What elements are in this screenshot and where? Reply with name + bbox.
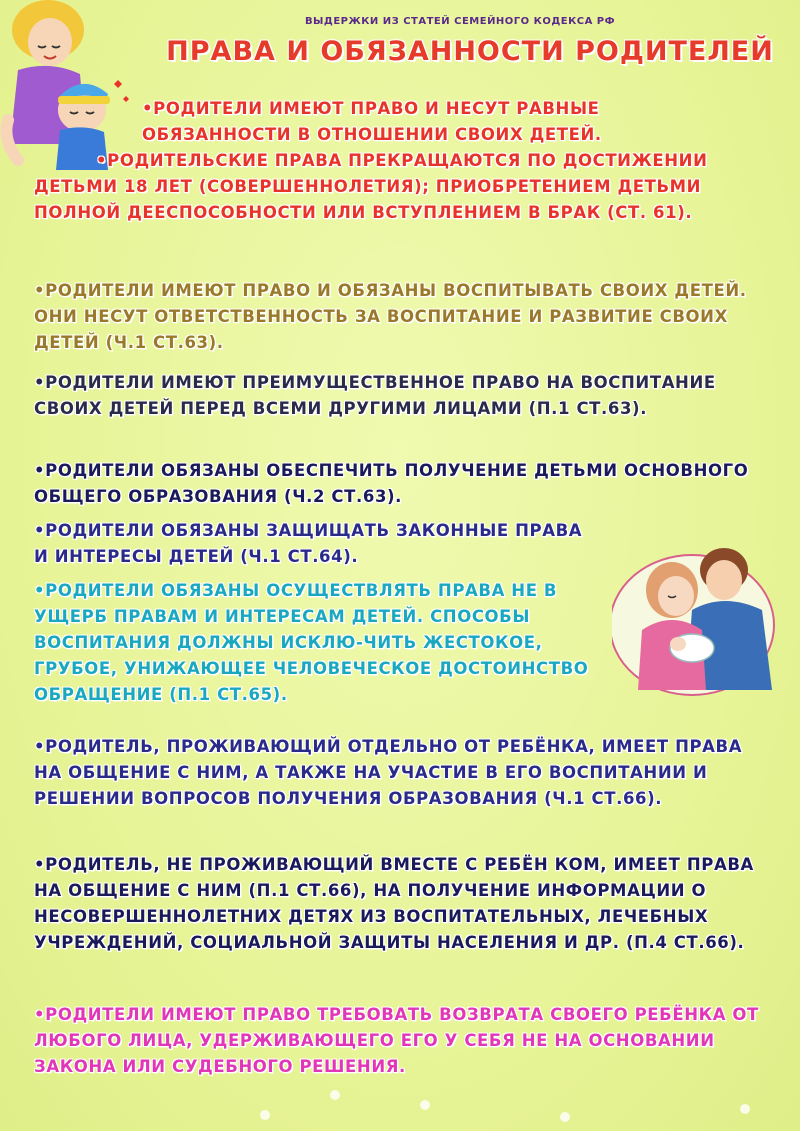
list-item: •РОДИТЕЛИ ОБЯЗАНЫ ЗАЩИЩАТЬ ЗАКОННЫЕ ПРАВА И ИНТЕРЕСЫ ДЕТЕЙ (Ч.1 СТ.64). <box>34 521 583 566</box>
mother-and-son-icon <box>0 0 140 170</box>
flower-decoration <box>330 1090 340 1100</box>
subtitle: ВЫДЕРЖКИ ИЗ СТАТЕЙ СЕМЕЙНОГО КОДЕКСА РФ <box>304 16 616 27</box>
page-title: ПРАВА И ОБЯЗАННОСТИ РОДИТЕЛЕЙ <box>166 36 774 67</box>
list-item: •РОДИТЕЛИ ОБЯЗАНЫ ОБЕСПЕЧИТЬ ПОЛУЧЕНИЕ ДЕТЬМИ ОСНОВНОГО ОБЩЕГО ОБРАЗОВАНИЯ (Ч.2 СТ.63). <box>34 461 749 506</box>
list-item: •РОДИТЕЛИ ИМЕЮТ ПРАВО И ОБЯЗАНЫ ВОСПИТЫВАТЬ СВОИХ ДЕТЕЙ. ОНИ НЕСУТ ОТВЕТСТВЕННОСТЬ ЗА ВОСПИТАНИЕ И РАЗВИТИЕ СВОИХ ДЕТЕЙ (Ч.1 СТ.63). <box>34 281 747 352</box>
list-item: •РОДИТЕЛИ ИМЕЮТ ПРАВО И НЕСУТ РАВНЫЕ ОБЯЗАННОСТИ В ОТНОШЕНИИ СВОИХ ДЕТЕЙ. <box>142 99 602 144</box>
list-item: •РОДИТЕЛЬ, НЕ ПРОЖИВАЮЩИЙ ВМЕСТЕ С РЕБЁН КОМ, ИМЕЕТ ПРАВА НА ОБЩЕНИЕ С НИМ (П.1 СТ.66), НА ПОЛУЧЕНИЕ ИНФОРМАЦИИ О НЕСОВЕРШЕННОЛЕТНИХ ДЕТЯХ ИЗ ВОСПИТАТЕЛЬНЫХ, ЛЕЧЕБНЫХ УЧРЕЖДЕНИЙ, СОЦИАЛЬНОЙ ЗАЩИТЫ НАСЕЛЕНИЯ И ДР. (П.4 СТ.66). <box>34 855 754 952</box>
list-item: •РОДИТЕЛЬ, ПРОЖИВАЮЩИЙ ОТДЕЛЬНО ОТ РЕБЁНКА, ИМЕЕТ ПРАВА НА ОБЩЕНИЕ С НИМ, А ТАКЖЕ НА УЧАСТИЕ В ЕГО ВОСПИТАНИИ И РЕШЕНИИ ВОПРОСОВ ПОЛУЧЕНИЯ ОБРАЗОВАНИЯ (Ч.1 СТ.66). <box>34 737 743 808</box>
flower-decoration <box>420 1100 430 1110</box>
flower-decoration <box>740 1104 750 1114</box>
list-item: •РОДИТЕЛЬСКИЕ ПРАВА ПРЕКРАЩАЮТСЯ ПО ДОСТИЖЕНИИ ДЕТЬМИ 18 ЛЕТ (СОВЕРШЕННОЛЕТИЯ); ПРИОБРЕТЕНИЕМ ДЕТЬМИ ПОЛНОЙ ДЕЕСПОСОБНОСТИ ИЛИ ВСТУПЛЕНИЕМ В БРАК (СТ. 61). <box>34 151 708 222</box>
family-with-baby-icon <box>612 530 792 700</box>
list-item: •РОДИТЕЛИ ИМЕЮТ ПРАВО ТРЕБОВАТЬ ВОЗВРАТА СВОЕГО РЕБЁНКА ОТ ЛЮБОГО ЛИЦА, УДЕРЖИВАЮЩЕГО ЕГО У СЕБЯ НЕ НА ОСНОВАНИИ ЗАКОНА ИЛИ СУДЕБНОГО РЕШЕНИЯ. <box>34 1005 759 1076</box>
flower-decoration <box>260 1110 270 1120</box>
list-item: •РОДИТЕЛИ ИМЕЮТ ПРЕИМУЩЕСТВЕННОЕ ПРАВО НА ВОСПИТАНИЕ СВОИХ ДЕТЕЙ ПЕРЕД ВСЕМИ ДРУГИМИ ЛИЦАМИ (П.1 СТ.63). <box>34 373 716 418</box>
flower-decoration <box>560 1112 570 1122</box>
list-item: •РОДИТЕЛИ ОБЯЗАНЫ ОСУЩЕСТВЛЯТЬ ПРАВА НЕ В УЩЕРБ ПРАВАМ И ИНТЕРЕСАМ ДЕТЕЙ. СПОСОБЫ ВОСПИТАНИЯ ДОЛЖНЫ ИСКЛЮ-ЧИТЬ ЖЕСТОКОЕ, ГРУБОЕ, УНИЖАЮЩЕЕ ЧЕЛОВЕЧЕСКОЕ ДОСТОИНСТВО ОБРАЩЕНИЕ (П.1 СТ.65). <box>34 581 589 704</box>
